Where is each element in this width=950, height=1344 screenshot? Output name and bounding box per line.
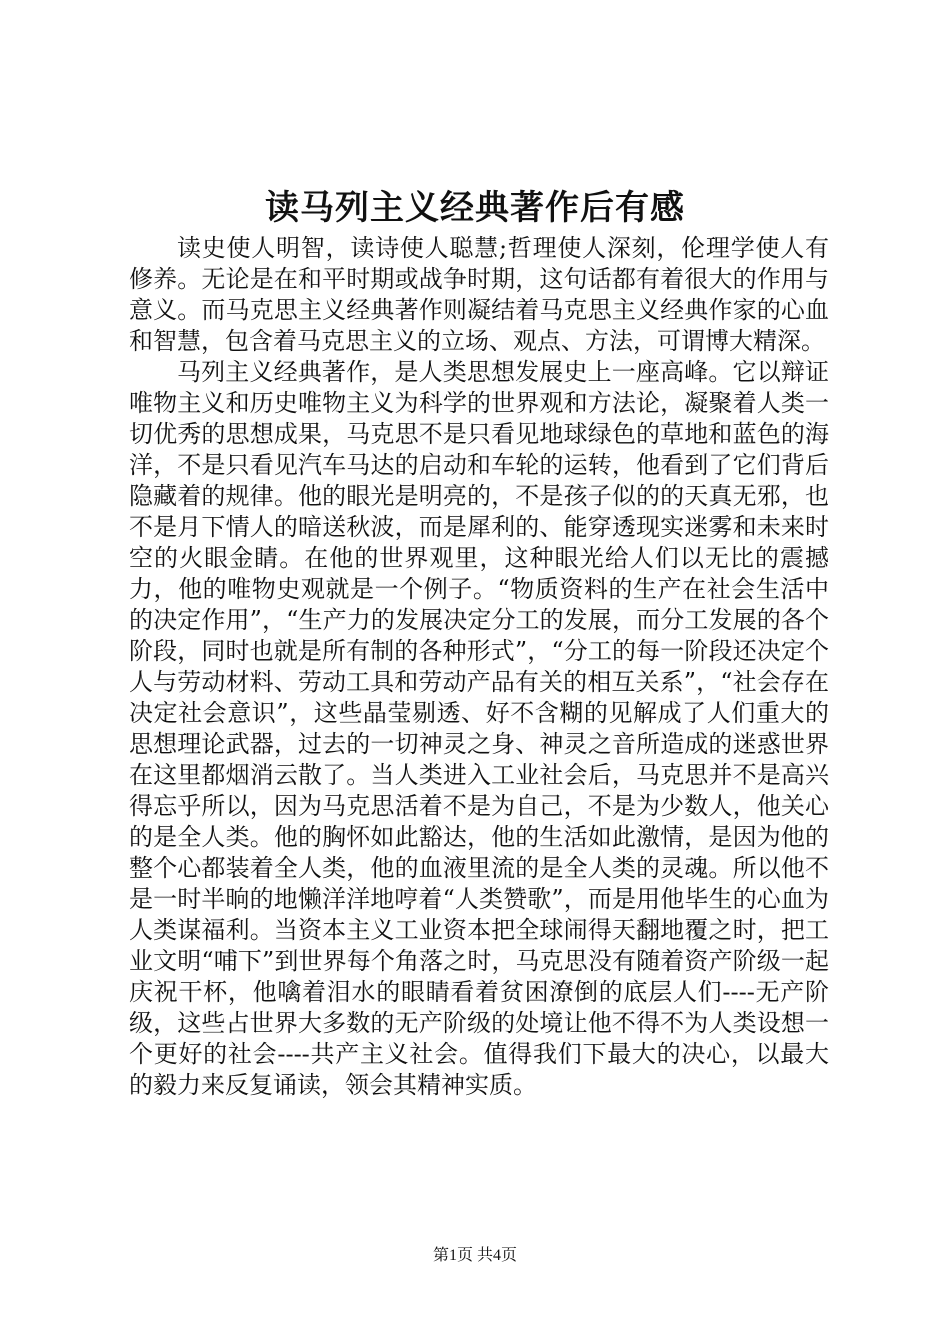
- document-title: 读马列主义经典著作后有感: [265, 188, 685, 228]
- paragraph: 马列主义经典著作，是人类思想发展史上一座高峰。它以辩证唯物主义和历史唯物主义为科学的世界观和方法论，凝聚着人类一切优秀的思想成果，马克思不是只看见地球绿色的草地和蓝色的海洋，不是只看见汽车马达的启动和车轮的运转，他看到了它们背后隐藏着的规律。他的眼光是明亮的，不是孩子似的的天真无邪，也不是月下情人的暗送秋波，而是犀利的、能穿透现实迷雾和未来时空的火眼金睛。在他的世界观里，这种眼光给人们以无比的震撼力，他的唯物史观就是一个例子。“物质资料的生产在社会生活中的决定作用”，“生产力的发展决定分工的发展，而分工发展的各个阶段，同时也就是所有制的各种形式”，“分工的每一阶段还决定个人与劳动材料、劳动工具和劳动产品有关的相互关系”，“社会存在决定社会意识”，这些晶莹剔透、好不含糊的见解成了人们重大的思想理论武器，过去的一切神灵之身、神灵之音所造成的迷惑世界在这里都烟消云散了。当人类进入工业社会后，马克思并不是高兴得忘乎所以，因为马克思活着不是为自己，不是为少数人，他关心的是全人类。他的胸怀如此豁达，他的生活如此激情，是因为他的整个心都装着全人类，他的血液里流的是全人类的灵魂。所以他不是一时半晌的地懒洋洋地哼着“人类赞歌”，而是用他毕生的心血为人类谋福利。当资本主义工业资本把全球闹得天翻地覆之时，把工业文明“哺下”到世界每个角落之时，马克思没有随着资产阶级一起庆祝干杯，他噙着泪水的眼睛看着贫困潦倒的底层人们----无产阶级，这些占世界大多数的无产阶级的处境让他不得不为人类设想一个更好的社会----共产主义社会。值得我们下最大的决心，以最大的毅力来反复诵读，领会其精神实质。: [129, 358, 829, 1099]
- paragraph: 读史使人明智，读诗使人聪慧;哲理使人深刻，伦理学使人有修养。无论是在和平时期或战争时期，这句话都有着很大的作用与意义。而马克思主义经典著作则凝结着马克思主义经典作家的心血和智慧，包含着马克思主义的立场、观点、方法，可谓博大精深。: [129, 234, 829, 355]
- page-footer: 第1页 共4页: [432, 1247, 517, 1264]
- document-body: [129, 233, 829, 1101]
